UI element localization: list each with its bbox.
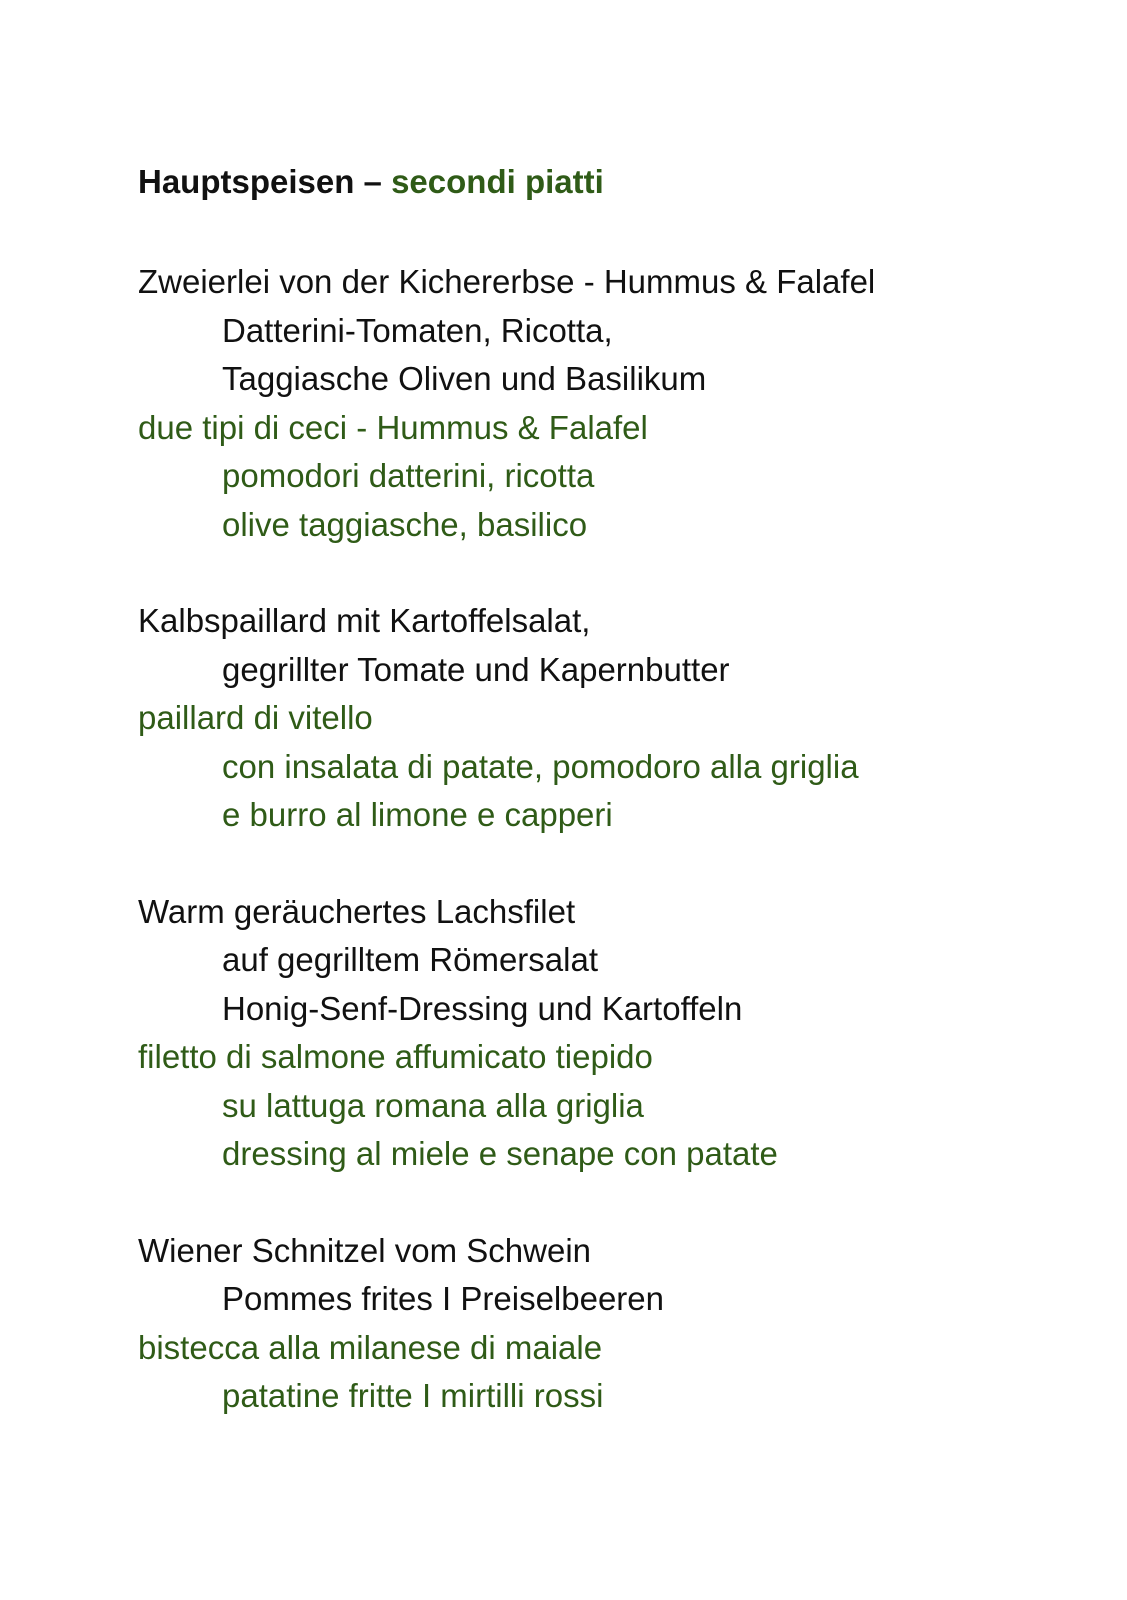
dish-detail-german: gegrillter Tomate und Kapernbutter [222,650,730,688]
dish-title-italian: bistecca alla milanese di maiale [138,1328,603,1366]
dish-title-italian: filetto di salmone affumicato tiepido [138,1038,653,1075]
dish-detail-italian: con insalata di patate, pomodoro alla griglia [222,747,859,785]
menu-page [138,162,1038,1421]
heading-italian: secondi piatti [391,163,604,200]
dish-hummus-falafel [138,258,1038,549]
dish-kalbspaillard [138,597,1038,840]
dish-detail-german: Honig-Senf-Dressing und Kartoffeln [222,989,743,1027]
heading-german: Hauptspeisen – [138,163,392,200]
dish-title-german: Zweierlei von der Kichererbse - Hummus & Falafel [138,263,876,300]
dish-detail-italian: e burro al limone e capperi [222,796,613,833]
dish-detail-german: auf gegrilltem Römersalat [222,941,598,978]
dish-detail-italian: olive taggiasche, basilico [222,505,588,543]
dish-title-german: Warm geräuchertes Lachsfilet [138,892,576,930]
dish-title-italian: paillard di vitello [138,699,373,736]
dish-detail-italian: dressing al miele e senape con patate [222,1135,778,1172]
dish-detail-german: Datterini-Tomaten, Ricotta, [222,311,613,349]
dish-detail-german: Pommes frites I Preiselbeeren [222,1280,665,1317]
dish-detail-italian: pomodori datterini, ricotta [222,457,595,494]
dish-detail-italian: patatine fritte I mirtilli rossi [222,1377,604,1414]
menu-heading [138,162,1038,202]
dish-wiener-schnitzel [138,1227,1038,1421]
dish-detail-german: Taggiasche Oliven und Basilikum [222,360,707,397]
dish-lachsfilet [138,888,1038,1179]
dish-title-italian: due tipi di ceci - Hummus & Falafel [138,408,648,446]
dish-detail-italian: su lattuga romana alla griglia [222,1086,644,1124]
dish-title-german: Wiener Schnitzel vom Schwein [138,1231,592,1269]
dish-title-german: Kalbspaillard mit Kartoffelsalat, [138,602,591,639]
